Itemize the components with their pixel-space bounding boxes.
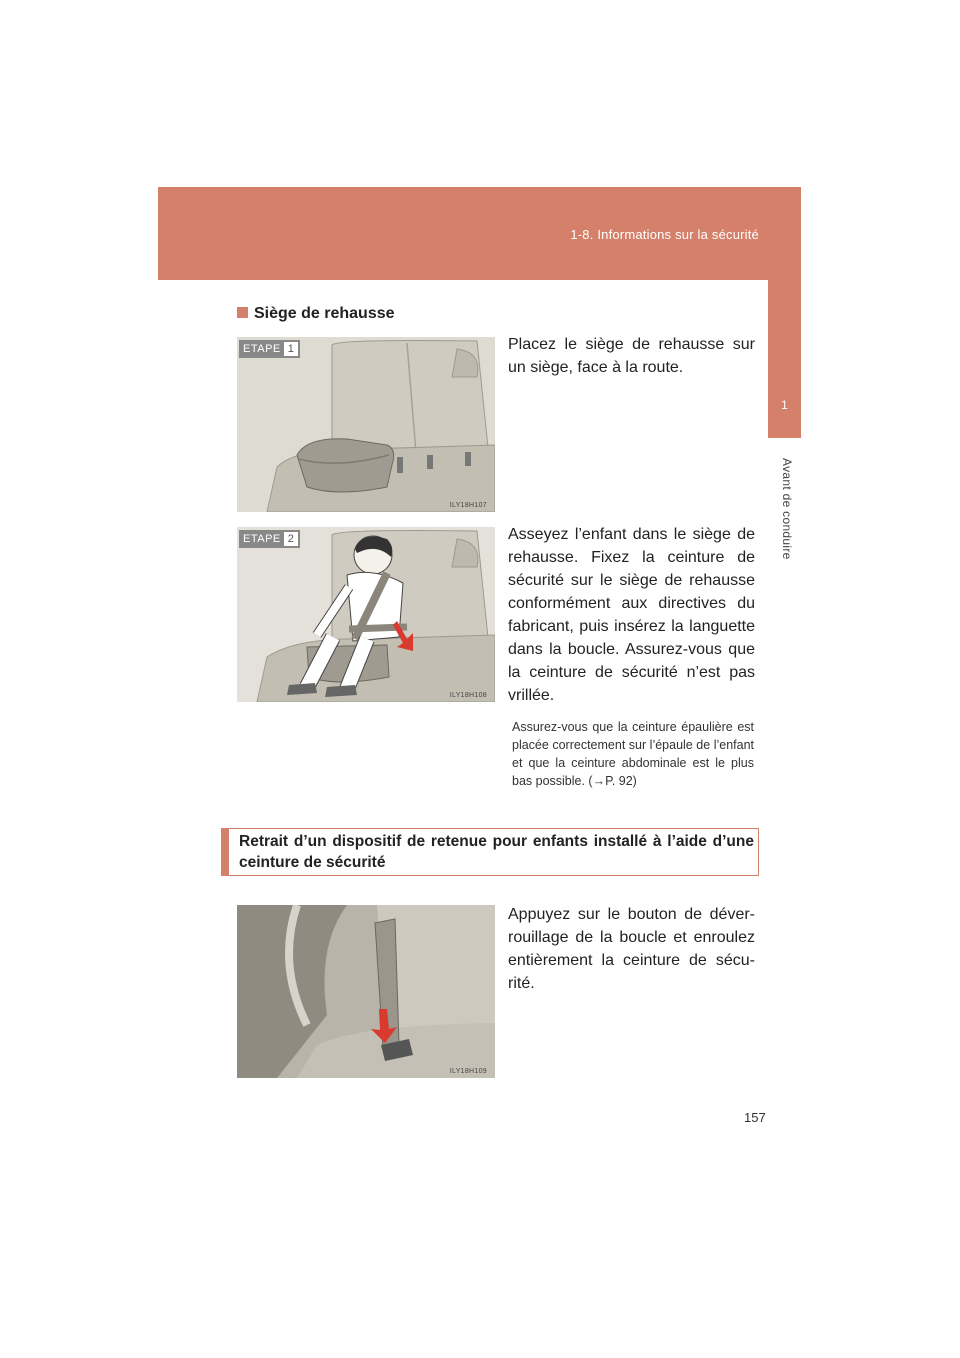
buckle-release-illustration [237, 905, 495, 1078]
figure-step-1 [237, 337, 495, 512]
chapter-tab-label: Avant de conduire [780, 458, 794, 560]
step-badge-2 [239, 530, 300, 548]
step-badge-number: 1 [284, 342, 298, 356]
removal-section-header [221, 828, 759, 876]
chapter-tab[interactable] [768, 280, 801, 438]
booster-section-title [237, 305, 395, 323]
chapter-title: 1-8. Informations sur la sécurité [570, 227, 759, 242]
figure-step-2 [237, 527, 495, 702]
removal-text: Appuyez sur le bouton de déver-rouillage de la boucle et enroulez entièrement la ceinture de sécu-rité. [508, 906, 755, 992]
step-2-note: Assurez-vous que la ceinture épaulière est placée correctement sur l’épaule de l’enfant et que la ceinture abdominale est le plus bas possible. (→P. 92) [512, 720, 754, 788]
step-2-text: Asseyez l’enfant dans le siège de rehausse. Fixez la ceinture de sécurité sur le siège de rehausse conformément aux directives du fabricant, puis insérez la languette dans la boucle. Assurez-vous que la ceinture de sécurité n’est pas vrillée. [508, 526, 755, 704]
figure-code: ILY18H108 [449, 692, 487, 699]
chapter-header [158, 187, 801, 280]
figure-code: ILY18H107 [449, 502, 487, 509]
step-1-text: Placez le siège de rehausse sur un siège, face à la route. [508, 336, 755, 376]
step-badge-word: ETAPE [243, 533, 281, 545]
step-badge-1 [239, 340, 300, 358]
step-badge-number: 2 [284, 532, 298, 546]
chapter-tab-number: 1 [781, 398, 788, 412]
square-bullet-icon [237, 307, 248, 318]
child-in-booster-illustration [237, 527, 495, 702]
booster-seat-illustration [237, 337, 495, 512]
booster-section-title-text: Siège de rehausse [254, 305, 395, 322]
removal-section-title: Retrait d’un dispositif de retenue pour enfants installé à l’aide d’une ceinture de sécurité [239, 833, 754, 871]
figure-removal [237, 905, 495, 1078]
figure-code: ILY18H109 [449, 1068, 487, 1075]
step-badge-word: ETAPE [243, 343, 281, 355]
page-number: 157 [744, 1110, 766, 1125]
